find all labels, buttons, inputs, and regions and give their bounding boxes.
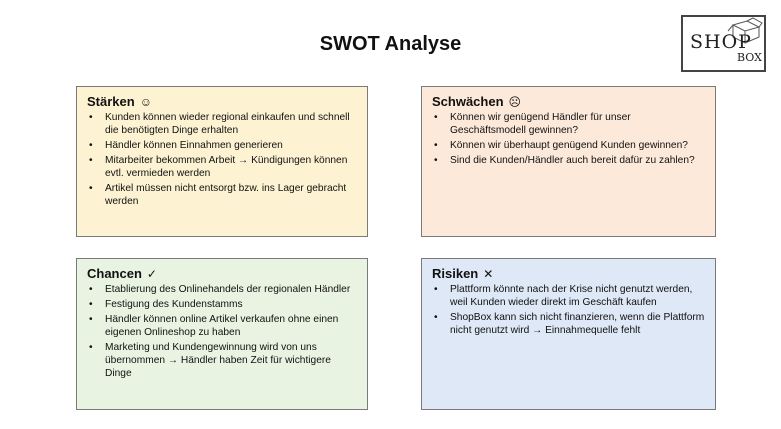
list-item: • Kunden können wieder regional einkaufen und schnell die benötigten Dinge erhalten xyxy=(105,111,357,137)
strengths-list xyxy=(87,111,357,208)
list-item: • Plattform könnte nach der Krise nicht genutzt werden, weil Kunden wieder direkt im Geschäft kaufen xyxy=(450,283,705,309)
threats-list xyxy=(432,283,705,337)
strengths-heading xyxy=(87,94,357,109)
checkmark-icon: ✓ xyxy=(146,266,157,281)
threats-title: Risiken xyxy=(432,266,479,281)
weaknesses-heading xyxy=(432,94,705,109)
shopbox-logo xyxy=(681,15,766,72)
weaknesses-card xyxy=(421,86,716,237)
list-item: • Artikel müssen nicht entsorgt bzw. ins Lager gebracht werden xyxy=(105,182,357,208)
list-item: • Sind die Kunden/Händler auch bereit dafür zu zahlen? xyxy=(450,154,705,167)
smiley-icon: ☺ xyxy=(139,94,152,109)
weaknesses-list xyxy=(432,111,705,167)
logo-box-text: BOX xyxy=(737,51,762,64)
opportunities-card xyxy=(76,258,368,410)
strengths-title: Stärken xyxy=(87,94,135,109)
cross-icon: ✕ xyxy=(483,266,494,281)
threats-heading xyxy=(432,266,705,281)
opportunities-title: Chancen xyxy=(87,266,142,281)
list-item: • Etablierung des Onlinehandels der regionalen Händler xyxy=(105,283,357,296)
list-item: • Können wir genügend Händler für unser Geschäftsmodell gewinnen? xyxy=(450,111,705,137)
list-item: • Mitarbeiter bekommen Arbeit → Kündigungen können evtl. vermieden werden xyxy=(105,154,357,180)
list-item: • Festigung des Kundenstamms xyxy=(105,298,357,311)
threats-card xyxy=(421,258,716,410)
logo-shop-text: SHOP xyxy=(690,31,752,53)
opportunities-list xyxy=(87,283,357,380)
list-item: • ShopBox kann sich nicht finanzieren, wenn die Plattform nicht genutzt wird → Einnahmequelle fehlt xyxy=(450,311,705,337)
list-item: • Marketing und Kundengewinnung wird von uns übernommen → Händler haben Zeit für wichtigere Dinge xyxy=(105,341,357,380)
opportunities-heading xyxy=(87,266,357,281)
weaknesses-title: Schwächen xyxy=(432,94,504,109)
list-item: • Händler können Einnahmen generieren xyxy=(105,139,357,152)
frown-icon: ☹ xyxy=(508,94,522,109)
list-item: • Können wir überhaupt genügend Kunden gewinnen? xyxy=(450,139,705,152)
list-item: • Händler können online Artikel verkaufen ohne einen eigenen Onlineshop zu haben xyxy=(105,313,357,339)
page-title: SWOT Analyse xyxy=(319,33,462,55)
strengths-card xyxy=(76,86,368,237)
